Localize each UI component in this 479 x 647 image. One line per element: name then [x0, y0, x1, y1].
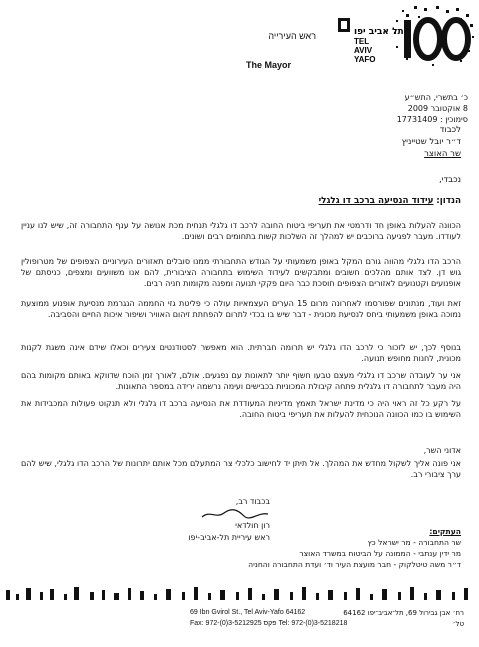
footer-address-hebrew: רח׳ אבן גבירול 69, תל־אביב־יפו 64162 [343, 609, 464, 617]
body-paragraph-4: בנוסף לכך, יש לזכור כי לרכב הדו גלגלי יש תרומה חברתית. הוא מאפשר לסטודנטים צעירים וכאלו שידם אינה משגת לקנות מכונית, לחנות מחופש תנועה. [21, 343, 461, 364]
copy-recipient: שר התחבורה - מר ישראל כץ [367, 538, 461, 547]
copies-label: העתקים: [429, 527, 461, 536]
greeting: נכבדי, [438, 175, 461, 185]
signer-name: רון חולדאי [235, 521, 270, 530]
date-block [308, 92, 468, 125]
svg-text:AVIV: AVIV [354, 46, 373, 55]
subject-title: עידוד הנסיעה ברכב דו גלגלי [318, 196, 434, 206]
mayor-title-hebrew: ראש העירייה [268, 31, 316, 41]
footer-phone-fax: Fax: 972-(0)3-5212925 פקס Tel: 972-(0)3-5218218 [190, 620, 348, 627]
body-paragraph-2: הרכב הדו גלגלי מהווה גורם המקל באופן משמעותי על הגודש התחבורתי ממנו סובלים תאזורים העירוניים הצפופים של מטרופולין גוש דן. לצד אותם מהלכים חשובים ומתבקשים לעידוד השימוש בתחבורה הציבורית, להם אנו משוועים ומצפים, כניסתם של אופנועים וקטנועים לאזורים הצפופים חוסכת כבר היום פקקי תנועה ומפנה מקומות חניה רבים. [21, 257, 461, 289]
gregorian-date: 8 אוקטובר 2009 [407, 104, 468, 113]
body-paragraph-5: אני ער לעובדה שרכב דו גלגלי מעצם טבעו חשוף יותר לתאונות עם נפגעים. אולם, לאורך זמן הוכח שדווקא באותם מקומות בהם היה מעבר לתחבורה דו גלגלית פתחה קיבולת המכוניות בכבישים ועימה נרשמה ירידה במספר התאונות. [21, 371, 461, 392]
svg-text:TEL: TEL [354, 37, 370, 46]
copies-block [221, 526, 461, 570]
footer-decorative-bar [6, 586, 475, 602]
footer-address-english: 69 Ibn Gvirol St., Tel Aviv-Yafo 64162 [190, 609, 306, 616]
svg-text:תל אביב יפו: תל אביב יפו [354, 27, 404, 37]
reference-number: סימוכין : 17731409 [396, 115, 468, 124]
hebrew-date: כ׳ בתשרי, התש״ע [404, 93, 468, 102]
body-paragraph-3: זאת ועוד, מנתונים שפורסמו לאחרונה מרום 15 הערים העצמאיות עולה כי פליטת גזי החממה הנגרמת מנסיעת אופנוע ממוצעת נמוכה באופן משמעותי ביחס לנסיעת מכונית - דבר שיש בו בכדי לתרום להפחתת זיהום האוויר ושיפור איכות החיים והסביבה. [21, 299, 461, 320]
svg-text:YAFO: YAFO [354, 55, 376, 64]
handwritten-signature-icon [150, 508, 270, 520]
body-paragraph-7: אני פונה אליך לשקול מחדש את המהלך. אל תיתן יד לחישוב כלכלי צר המתעלם מכל אותם יתרונות של הרכב הדו גלגלי, שיש להם ערך ציבורי רב. [21, 459, 461, 480]
subject-line [21, 196, 461, 206]
subject-label: הנדון: [436, 196, 461, 206]
closing-salutation: אדוני השר, [423, 446, 461, 455]
addressee-block [261, 124, 461, 160]
addressee-name: ד״ר יובל שטייניץ [401, 137, 461, 147]
body-paragraph-6: על רקע כל זה ראוי היה כי מדינת ישראל תאמץ מדיניות המעודדת את הנסיעה ברכב דו גלגלי ולא תנקוט פעולות המכבידות את השימוש בו כמו הכוונה הנוכחית להעלות את תעריפי ביטוח החובה. [21, 399, 461, 420]
addressee-title: שר האוצר [424, 149, 461, 159]
mayor-title-english: The Mayor [246, 60, 292, 70]
body-paragraph-1: הכוונה להעלות באופן חד ודרמטי את תעריפי ביטוח החובה לרכב דו גלגלי תנחית מכת אנושה על ענף התחבורה זה, שיש לנו עניין לעודדו. מעבר לפגיעה ברוכבים יש למהלך זה השלכות קשות בתחומים רבים ושונים. [21, 221, 461, 242]
regards: בכבוד רב, [235, 497, 270, 506]
footer-phone-label-hebrew: טל׳ [452, 620, 464, 628]
copy-recipient: מר ידין ענתבי - הממונה על הביטוח במשרד האוצר [299, 549, 461, 558]
signer-title: ראש עיריית תל-אביב-יפו [188, 533, 270, 542]
copy-recipient: ד״ר משה טיטלקוק - חבר מועצת העיר וד׳ ועדת התחבורה והחניה [248, 560, 461, 569]
footer-pattern-icon [6, 586, 475, 602]
addressee-salutation: לכבוד [439, 125, 461, 135]
